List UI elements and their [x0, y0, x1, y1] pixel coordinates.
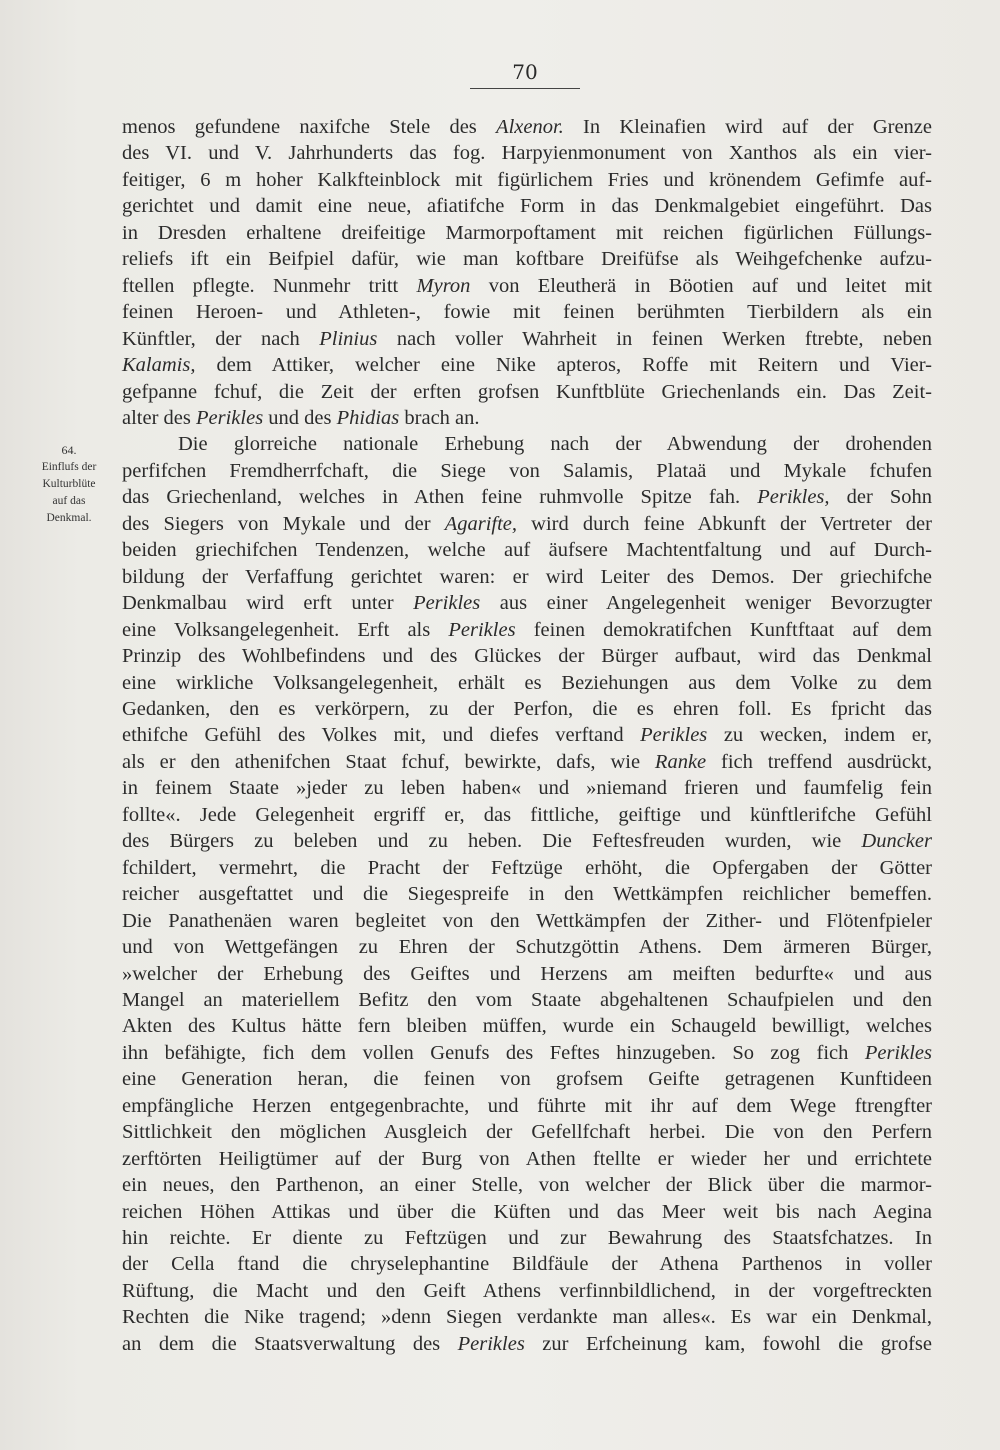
text-line: Die glorreiche nationale Erhebung nach der Abwendung der drohenden [178, 433, 932, 456]
text-line: perfifchen Fremdherrfchaft, die Siege von Salamis, Plataä und Mykale fchufen [122, 459, 932, 482]
italic-name: Perikles [448, 618, 516, 641]
text-line: an dem die Staatsverwaltung des Perikles zur Erfcheinung kam, fowohl die grofse [122, 1332, 933, 1355]
italic-name: Duncker [861, 830, 932, 853]
text-line: feitiger, 6 m hoher Kalkfteinblock mit figürlichem Fries und krönendem Gefimfe auf- [122, 168, 932, 191]
italic-name: Phidias [336, 406, 400, 429]
text-line: als er den athenifchen Staat fchuf, bewirkte, dafs, wie Ranke fich treffend ausdrückt, [122, 750, 932, 773]
text-line: eine Generation heran, die feinen von grofsem Geifte getragenen Kunftideen [122, 1068, 932, 1091]
text-line: in Dresden erhaltene dreifeitige Marmorpoftament mit reichen figürlichen Füllungs- [122, 221, 932, 244]
italic-name: Agarifte, [444, 512, 518, 535]
text-line: Rüftung, die Macht und den Geift Athens verfinnbildlichend, in der vorgeftreckten [122, 1279, 932, 1302]
text-line: Kalamis, dem Attiker, welcher eine Nike apteros, Roffe mit Reitern und Vier- [122, 354, 932, 377]
margin-note [26, 442, 112, 527]
text-line: des Bürgers zu beleben und zu heben. Die Feftesfreuden wurden, wie Duncker [122, 830, 932, 853]
text-line: ein neues, den Parthenon, an einer Stelle, von welcher der Blick über die marmor- [122, 1174, 932, 1197]
body-text [122, 114, 932, 1357]
text-line: Akten des Kultus hätte fern bleiben müffen, wurde ein Schaugeld bewilligt, welches [122, 1015, 932, 1038]
text-line: Mangel an materiellem Befitz den vom Staate abgehaltenen Schaufpielen und den [122, 988, 932, 1011]
text-line: eine wirkliche Volksangelegenheit, erhält es Beziehungen aus dem Volke zu dem [122, 671, 932, 694]
text-line: und von Wettgefängen zu Ehren der Schutzgöttin Athens. Dem ärmeren Bürger, [122, 936, 932, 959]
text-line: Künftler, der nach Plinius nach voller Wahrheit in feinen Werken ftrebte, neben [122, 327, 932, 350]
text-line: beiden griechifchen Tendenzen, welche auf äufsere Machtentfaltung und auf Durch- [122, 539, 932, 562]
text-line: des VI. und V. Jahrhunderts das fog. Harpyienmonument von Xanthos als ein vier- [122, 142, 932, 165]
text-line: gefpanne fchuf, die Zeit der erften grofsen Kunftblüte Griechenlands ein. Das Zeit- [122, 380, 932, 403]
text-line: »welcher der Erhebung des Geiftes und Herzens am meiften bedurfte« und aus [122, 962, 932, 985]
text-line: bildung der Verfaffung gerichtet waren: er wird Leiter des Demos. Der griechifche [122, 565, 932, 588]
text-line: ethifche Gefühl des Volkes mit, und diefes verftand Perikles zu wecken, indem er, [122, 724, 932, 747]
margin-note-line: auf das [52, 495, 86, 507]
text-line: reicher ausgeftattet und die Siegespreife in den Wettkämpfen reichlicher bemeffen. [122, 883, 932, 906]
text-line: Rechten die Nike tragend; »denn Siegen verdankte man alles«. Es war ein Denkmal, [122, 1306, 932, 1329]
text-line: in feinem Staate »jeder zu leben haben« und »niemand frieren und faumfelig fein [122, 777, 932, 800]
margin-note-number: 64. [61, 443, 77, 457]
italic-name: Kalamis, [122, 354, 196, 377]
text-line: Prinzip des Wohlbefindens und des Glückes der Bürger aufbaut, wird das Denkmal [122, 645, 932, 668]
page-number: 70 [470, 60, 580, 89]
italic-name: Perikles [864, 1041, 932, 1064]
text-line: feinen Heroen- und Athleten-, fowie mit feinen berühmten Tierbildern als ein [122, 301, 932, 324]
text-line: empfängliche Herzen entgegenbrachte, und führte mit ihr auf dem Wege ftrengfter [122, 1094, 932, 1117]
italic-name: Myron [416, 274, 471, 297]
italic-name: Perikles [457, 1332, 525, 1355]
text-line: fchildert, vermehrt, die Pracht der Feftzüge erhöht, die Opfergaben der Götter [122, 856, 932, 879]
italic-name: Perikles [640, 724, 708, 747]
text-line: menos gefundene naxifche Stele des Alxenor. In Kleinafien wird auf der Grenze [122, 116, 933, 138]
italic-name: Perikles, [757, 486, 830, 509]
text-line: Denkmalbau wird erft unter Perikles aus einer Angelegenheit weniger Bevorzugter [122, 592, 932, 615]
text-line: das Griechenland, welches in Athen feine ruhmvolle Spitze fah. Perikles, der Sohn [122, 486, 933, 509]
text-line: hin reichte. Er diente zu Feftzügen und zur Bewahrung des Staatsfchatzes. In [122, 1227, 932, 1250]
text-line: alter des Perikles und des Phidias brach an. [122, 406, 480, 429]
text-line: Sittlichkeit den möglichen Ausgleich der Gefellfchaft herbei. Die von den Perfern [122, 1121, 932, 1144]
margin-note-line: Denkmal. [46, 512, 92, 524]
text-line: reichen Höhen Attikas und über die Küften und das Meer weit bis nach Aegina [122, 1200, 932, 1223]
text-line: gerichtet und damit eine neue, afiatifche Form in das Denkmalgebiet eingeführt. Das [122, 195, 932, 218]
margin-note-line: Einflufs der [41, 461, 97, 473]
text-line: der Cella ftand die chryselephantine Bildfäule der Athena Parthenos in voller [122, 1253, 932, 1276]
text-line: ihn befähigte, fich dem vollen Genufs des Feftes hinzugeben. So zog fich Perikles [122, 1041, 932, 1064]
italic-name: Perikles [196, 406, 264, 429]
text-line: zerftörten Heiligtümer auf der Burg von Athen ftellte er wieder her und errichtete [122, 1147, 932, 1170]
italic-name: Perikles [413, 592, 481, 615]
italic-name: Ranke [654, 750, 707, 773]
italic-name: Plinius [319, 327, 378, 350]
text-line: Gedanken, den es verkörpern, zu der Perfon, die es ehren foll. Es fpricht das [122, 697, 932, 720]
text-line: reliefs ift ein Beifpiel dafür, wie man koftbare Dreifüfse als Weihgefchenke aufzu- [122, 248, 932, 271]
text-line: Die Panathenäen waren begleitet von den Wettkämpfen der Zither- und Flötenfpieler [122, 909, 932, 932]
text-line: follte«. Jede Gelegenheit ergriff er, das fittliche, geiftige und künftlerifche Gefühl [122, 803, 932, 826]
margin-note-line: Kulturblüte [42, 478, 96, 490]
text-line: des Siegers von Mykale und der Agarifte, wird durch feine Abkunft der Vertreter der [122, 512, 932, 535]
text-line: eine Volksangelegenheit. Erft als Perikles feinen demokratifchen Kunftftaat auf dem [122, 618, 932, 641]
italic-name: Alxenor. [496, 116, 564, 138]
text-line: ftellen pflegte. Nunmehr tritt Myron von Eleutherä in Böotien auf und leitet mit [122, 274, 933, 297]
